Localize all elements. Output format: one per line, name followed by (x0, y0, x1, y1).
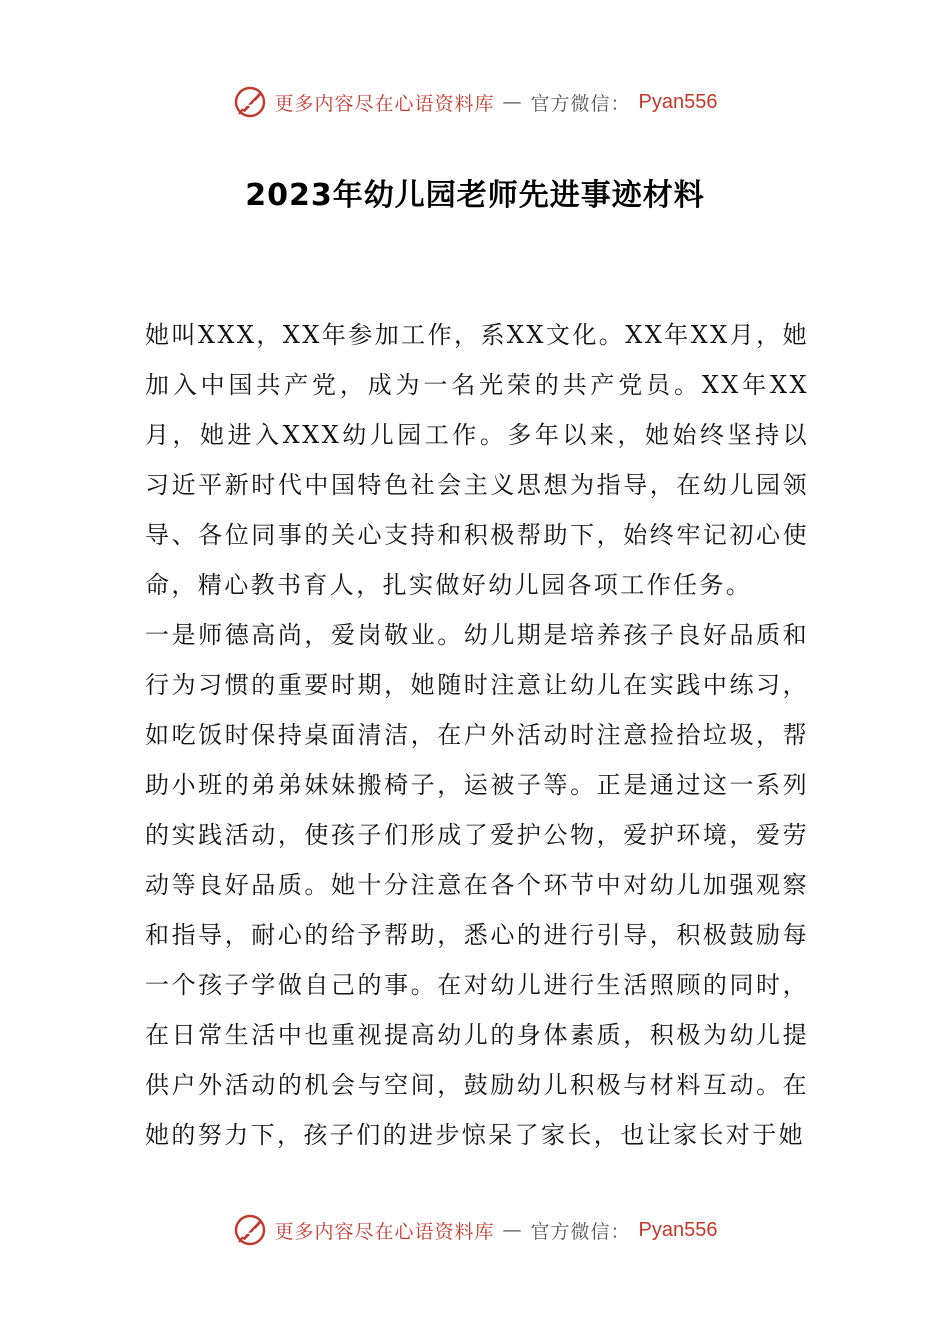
watermark-wechat-id: Pyan556 (638, 90, 718, 113)
footer-watermark-banner (0, 1210, 950, 1250)
watermark-separator: — (502, 1219, 523, 1241)
watermark-separator: — (502, 91, 523, 113)
watermark-wechat-label: 官方微信： (530, 92, 631, 115)
paragraph-intro: 她叫XXX，XX年参加工作，系XX文化。XX年XX月，她加入中国共产党，成为一名光荣的共产党员。XX年XX月，她进入XXX幼儿园工作。多年以来，她始终坚持以习近平新时代中国特色社会主义思想为指导，在幼儿园领导、各位同事的关心支持和积极帮助下，始终牢记初心使命，精心教书育人，扎实做好幼儿园各项工作任务。 (145, 321, 809, 599)
watermark-wechat-label: 官方微信： (530, 1220, 631, 1243)
header-watermark-banner (0, 82, 950, 122)
paragraph-ethics: 一是师德高尚，爱岗敬业。幼儿期是培养孩子良好品质和行为习惯的重要时期，她随时注意让幼儿在实践中练习，如吃饭时保持桌面清洁，在户外活动时注意捡拾垃圾，帮助小班的弟弟妹妹搬椅子，运被子等。正是通过这一系列的实践活动，使孩子们形成了爱护公物，爱护环境，爱劳动等良好品质。她十分注意在各个环节中对幼儿加强观察和指导，耐心的给予帮助，悉心的进行引导，积极鼓励每一个孩子学做自己的事。在对幼儿进行生活照顾的同时，在日常生活中也重视提高幼儿的身体素质，积极为幼儿提供户外活动的机会与空间，鼓励幼儿积极与材料互动。在她的努力下，孩子们的进步惊呆了家长，也让家长对于她 (145, 621, 809, 1149)
quill-pen-logo-icon (233, 1213, 267, 1247)
watermark-main-text: 更多内容尽在心语资料库 (274, 1220, 495, 1243)
watermark-main-text: 更多内容尽在心语资料库 (274, 92, 495, 115)
watermark-wechat-id: Pyan556 (638, 1218, 718, 1241)
document-title: 2023年幼儿园老师先进事迹材料 (245, 178, 705, 213)
document-body (145, 310, 809, 1160)
quill-pen-logo-icon (233, 85, 267, 119)
